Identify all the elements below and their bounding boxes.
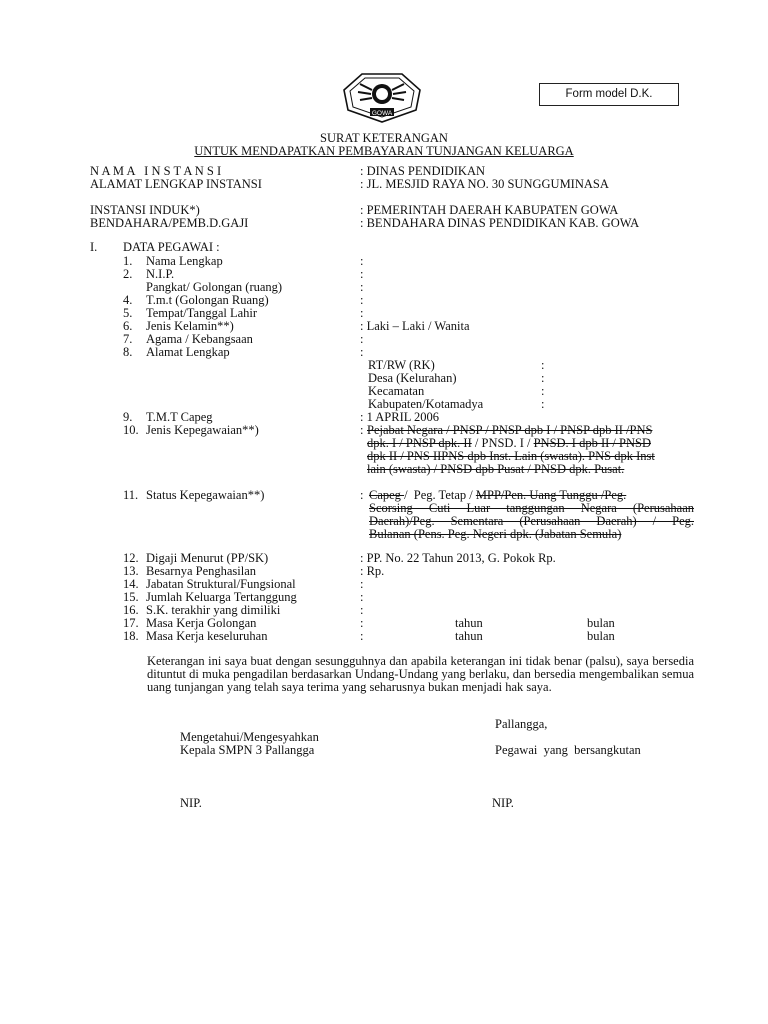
address-label-rtrw: RT/RW (RK) [368, 358, 435, 372]
item-label-tmt-golongan: T.m.t (Golongan Ruang) [146, 293, 269, 307]
item-label-jenis-kepegawaian: Jenis Kepegawaian**) [146, 423, 259, 437]
address-colon: : [541, 371, 545, 385]
kepegawaian-option-line: dpk II / PNS IIPNS dpb Inst. Lain (swasta). PNS dpk Inst [367, 449, 655, 463]
svg-text:GOWA: GOWA [371, 110, 393, 117]
item-value-tmt-capeg: : 1 APRIL 2006 [360, 410, 440, 424]
gowa-regency-emblem-icon [340, 70, 424, 124]
item-value-pangkat: : [360, 280, 364, 294]
item-value-sk-terakhir: : [360, 603, 364, 617]
item-number: 7. [123, 332, 133, 346]
item-value-masa-kerja-keseluruhan: : [360, 629, 364, 643]
tahun-label: tahun [455, 629, 483, 643]
section-number: I. [90, 240, 98, 254]
item-value-alamat: : [360, 345, 364, 359]
kepegawaian-option-line: lain (swasta) / PNSD dpb Pusat / PNSD dpk. Pusat. [367, 462, 625, 476]
status-option-line: Bulanan (Pens. Peg. Negeri dpk. (Jabatan Semula) [369, 527, 622, 541]
bulan-label: bulan [587, 616, 615, 630]
header-label-induk: INSTANSI INDUK*) [90, 203, 200, 217]
bulan-label: bulan [587, 629, 615, 643]
status-option-line: Scorsing Cuti Luar tanggungan Negara (Perusahaan [369, 501, 694, 515]
item-value-tmt-golongan: : [360, 293, 364, 307]
item-colon: : [360, 423, 364, 437]
left-sign-nip: NIP. [180, 796, 202, 810]
item-label-jenis-kelamin: Jenis Kelamin**) [146, 319, 234, 333]
header-label-bendahara: BENDAHARA/PEMB.D.GAJI [90, 216, 249, 230]
right-sign-nip: NIP. [492, 796, 514, 810]
item-label-pangkat: Pangkat/ Golongan (ruang) [146, 280, 283, 294]
item-value-jabatan: : [360, 577, 364, 591]
address-colon: : [541, 358, 545, 372]
header-value-bendahara: : BENDAHARA DINAS PENDIDIKAN KAB. GOWA [360, 216, 640, 230]
section-title: DATA PEGAWAI : [123, 240, 220, 254]
item-label-penghasilan: Besarnya Penghasilan [146, 564, 257, 578]
item-value-ttl: : [360, 306, 364, 320]
item-label-masa-kerja-golongan: Masa Kerja Golongan [146, 616, 257, 630]
item-value-jumlah-keluarga: : [360, 590, 364, 604]
address-label-kabupaten: Kabupaten/Kotamadya [368, 397, 484, 411]
item-label-tmt-capeg: T.M.T Capeg [146, 410, 213, 424]
tahun-label: tahun [455, 616, 483, 630]
item-colon: : [360, 488, 364, 502]
struck-option: MPP/Pen. Uang Tunggu /Peg. [475, 488, 627, 502]
item-number: 6. [123, 319, 133, 333]
header-value-alamat: : JL. MESJID RAYA NO. 30 SUNGGUMINASA [360, 177, 609, 191]
item-label-masa-kerja-keseluruhan: Masa Kerja keseluruhan [146, 629, 268, 643]
item-value-penghasilan: : Rp. [360, 564, 385, 578]
struck-option: PNSD. I dpb II / PNSD [533, 436, 651, 450]
item-label-jabatan: Jabatan Struktural/Fungsional [146, 577, 296, 591]
item-number: 5. [123, 306, 133, 320]
item-value-nip: : [360, 267, 364, 281]
item-value-nama: : [360, 254, 364, 268]
item-number: 17. [123, 616, 139, 630]
header-value-instansi: : DINAS PENDIDIKAN [360, 164, 485, 178]
item-number: 8. [123, 345, 133, 359]
item-number: 16. [123, 603, 139, 617]
item-number: 4. [123, 293, 133, 307]
item-label-ttl: Tempat/Tanggal Lahir [146, 306, 258, 320]
item-label-nip: N.I.P. [146, 267, 175, 281]
item-value-agama: : [360, 332, 364, 346]
item-number: 14. [123, 577, 139, 591]
item-value-digaji: : PP. No. 22 Tahun 2013, G. Pokok Rp. [360, 551, 556, 565]
struck-option: Capeg [369, 488, 405, 502]
address-label-kecamatan: Kecamatan [368, 384, 425, 398]
selected-option: / Peg. Tetap / [404, 488, 476, 502]
left-sign-position: Kepala SMPN 3 Pallangga [180, 743, 315, 757]
item-number: 2. [123, 267, 133, 281]
right-sign-title: Pegawai yang bersangkutan [495, 743, 641, 757]
item-value-masa-kerja-golongan: : [360, 616, 364, 630]
header-label-instansi: N A M A I N S T A N S I [90, 164, 222, 178]
header-label-alamat: ALAMAT LENGKAP INSTANSI [90, 177, 262, 191]
item-label-status-kepegawaian: Status Kepegawaian**) [146, 488, 265, 502]
statement-paragraph: Keterangan ini saya buat dengan sesungguhnya dan apabila keterangan ini tidak benar (palsu), saya bersedia dituntut di muka pengadilan berdasarkan Undang-Undang yang berlaku, dan bersedia mengembalikan semua uang tunjangan yang telah saya terima yang seharusnya bukan menjadi hak saya. [147, 654, 694, 694]
document-title: SURAT KETERANGAN [320, 131, 448, 145]
form-model-label: Form model D.K. [539, 83, 679, 106]
left-sign-title: Mengetahui/Mengesyahkan [180, 730, 319, 744]
item-number: 1. [123, 254, 133, 268]
item-label-sk-terakhir: S.K. terakhir yang dimiliki [146, 603, 281, 617]
place-date: Pallangga, [495, 717, 548, 731]
item-number: 10. [123, 423, 139, 437]
address-label-desa: Desa (Kelurahan) [368, 371, 457, 385]
kepegawaian-option-line: Pejabat Negara / PNSP / PNSP dpb I / PNSP dpb II /PNS [367, 423, 653, 437]
item-number: 9. [123, 410, 133, 424]
item-number: 13. [123, 564, 139, 578]
item-number: 18. [123, 629, 139, 643]
item-value-jenis-kelamin: : Laki – Laki / Wanita [360, 319, 470, 333]
item-label-alamat: Alamat Lengkap [146, 345, 230, 359]
item-number: 15. [123, 590, 139, 604]
struck-option: dpk. I / PNSP dpk. II [367, 436, 472, 450]
header-value-induk: : PEMERINTAH DAERAH KABUPATEN GOWA [360, 203, 619, 217]
item-label-nama: Nama Lengkap [146, 254, 223, 268]
item-label-agama: Agama / Kebangsaan [146, 332, 253, 346]
address-colon: : [541, 384, 545, 398]
item-number: 11. [123, 488, 139, 502]
document-subtitle: UNTUK MENDAPATKAN PEMBAYARAN TUNJANGAN KELUARGA [194, 144, 574, 158]
selected-option: / PNSD. I / [471, 436, 534, 450]
item-number: 12. [123, 551, 139, 565]
address-colon: : [541, 397, 545, 411]
item-label-jumlah-keluarga: Jumlah Keluarga Tertanggung [146, 590, 297, 604]
status-option-line: Daerah)/Peg. Sementara (Perusahaan Daerah) / Peg. [369, 514, 694, 528]
item-label-digaji: Digaji Menurut (PP/SK) [146, 551, 269, 565]
